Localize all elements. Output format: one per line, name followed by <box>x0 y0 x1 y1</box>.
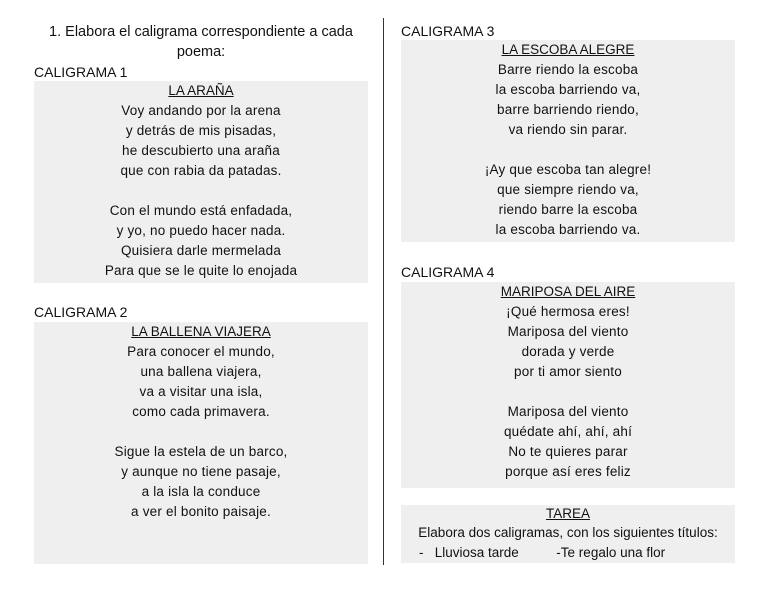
poem-line: que con rabia da patadas. <box>120 163 282 178</box>
poem-line: Mariposa del viento <box>507 404 629 419</box>
caligrama-3-box <box>401 40 735 242</box>
poem-line: y yo, no puedo hacer nada. <box>116 223 286 238</box>
tarea-text: Elabora dos caligramas, con los siguientes títulos: <box>418 525 718 540</box>
poem-line: ¡Ay que escoba tan alegre! <box>484 162 652 177</box>
poem-line: Sigue la estela de un barco, <box>114 444 288 459</box>
task-title: 1. Elabora el caligrama correspondiente a cada poema: <box>49 24 353 60</box>
poem-line: Quisiera darle mermelada <box>120 243 282 258</box>
poem-line: va riendo sin parar. <box>508 122 628 137</box>
tarea-items: - Lluviosa tarde -Te regalo una flor <box>419 545 666 560</box>
poem-line: Para conocer el mundo, <box>127 344 275 359</box>
poem-lines <box>401 302 735 482</box>
caligrama-2-box <box>34 322 368 564</box>
poem-line: riendo barre la escoba <box>498 202 638 217</box>
poem-line: una ballena viajera, <box>140 364 262 379</box>
tarea-title: TAREA <box>545 506 590 521</box>
stanza-gap <box>401 382 735 402</box>
poem-lines <box>34 342 368 522</box>
poem-line: porque así eres feliz <box>505 464 631 479</box>
poem-line: ¡Qué hermosa eres! <box>506 304 630 319</box>
poem-lines <box>401 60 735 240</box>
poem-line: quédate ahí, ahí, ahí <box>503 424 633 439</box>
poem-line: Barre riendo la escoba <box>497 62 639 77</box>
poem-line: como cada primavera. <box>132 404 270 419</box>
poem-title: LA BALLENA VIAJERA <box>131 324 271 339</box>
caligrama-1-box <box>34 81 368 283</box>
poem-line: No te quieres parar <box>508 444 628 459</box>
caligrama-1-label: CALIGRAMA 1 <box>34 64 128 80</box>
poem-line: por ti amor siento <box>514 364 622 379</box>
poem-line: Para que se le quite lo enojada <box>104 263 298 278</box>
poem-line: Voy andando por la arena <box>121 103 281 118</box>
poem-title: LA ESCOBA ALEGRE <box>501 42 635 57</box>
poem-line: Mariposa del viento <box>507 324 629 339</box>
poem-lines <box>34 101 368 281</box>
poem-line: dorada y verde <box>521 344 615 359</box>
poem-title: LA ARAÑA <box>168 83 234 98</box>
caligrama-4-box <box>401 282 735 488</box>
poem-line: barre barriendo riendo, <box>497 102 639 117</box>
poem-title: MARIPOSA DEL AIRE <box>500 284 636 299</box>
poem-line: la escoba barriendo va, <box>495 82 641 97</box>
poem-line: la escoba barriendo va. <box>495 222 641 237</box>
stanza-gap <box>401 140 735 160</box>
poem-line: a la isla la conduce <box>141 484 261 499</box>
poem-line: a ver el bonito paisaje. <box>131 504 271 519</box>
stanza-gap <box>34 181 368 201</box>
poem-line: he descubierto una araña <box>122 143 280 158</box>
tarea-box <box>401 505 735 563</box>
caligrama-4-label: CALIGRAMA 4 <box>401 264 495 280</box>
poem-line: y aunque no tiene pasaje, <box>121 464 281 479</box>
poem-line: y detrás de mis pisadas, <box>125 123 277 138</box>
caligrama-3-label: CALIGRAMA 3 <box>401 23 495 39</box>
poem-line: Con el mundo está enfadada, <box>109 203 293 218</box>
caligrama-2-label: CALIGRAMA 2 <box>34 304 128 320</box>
poem-line: que siempre riendo va, <box>497 182 639 197</box>
divider <box>383 18 384 565</box>
poem-line: va a visitar una isla, <box>139 384 263 399</box>
stanza-gap <box>34 422 368 442</box>
